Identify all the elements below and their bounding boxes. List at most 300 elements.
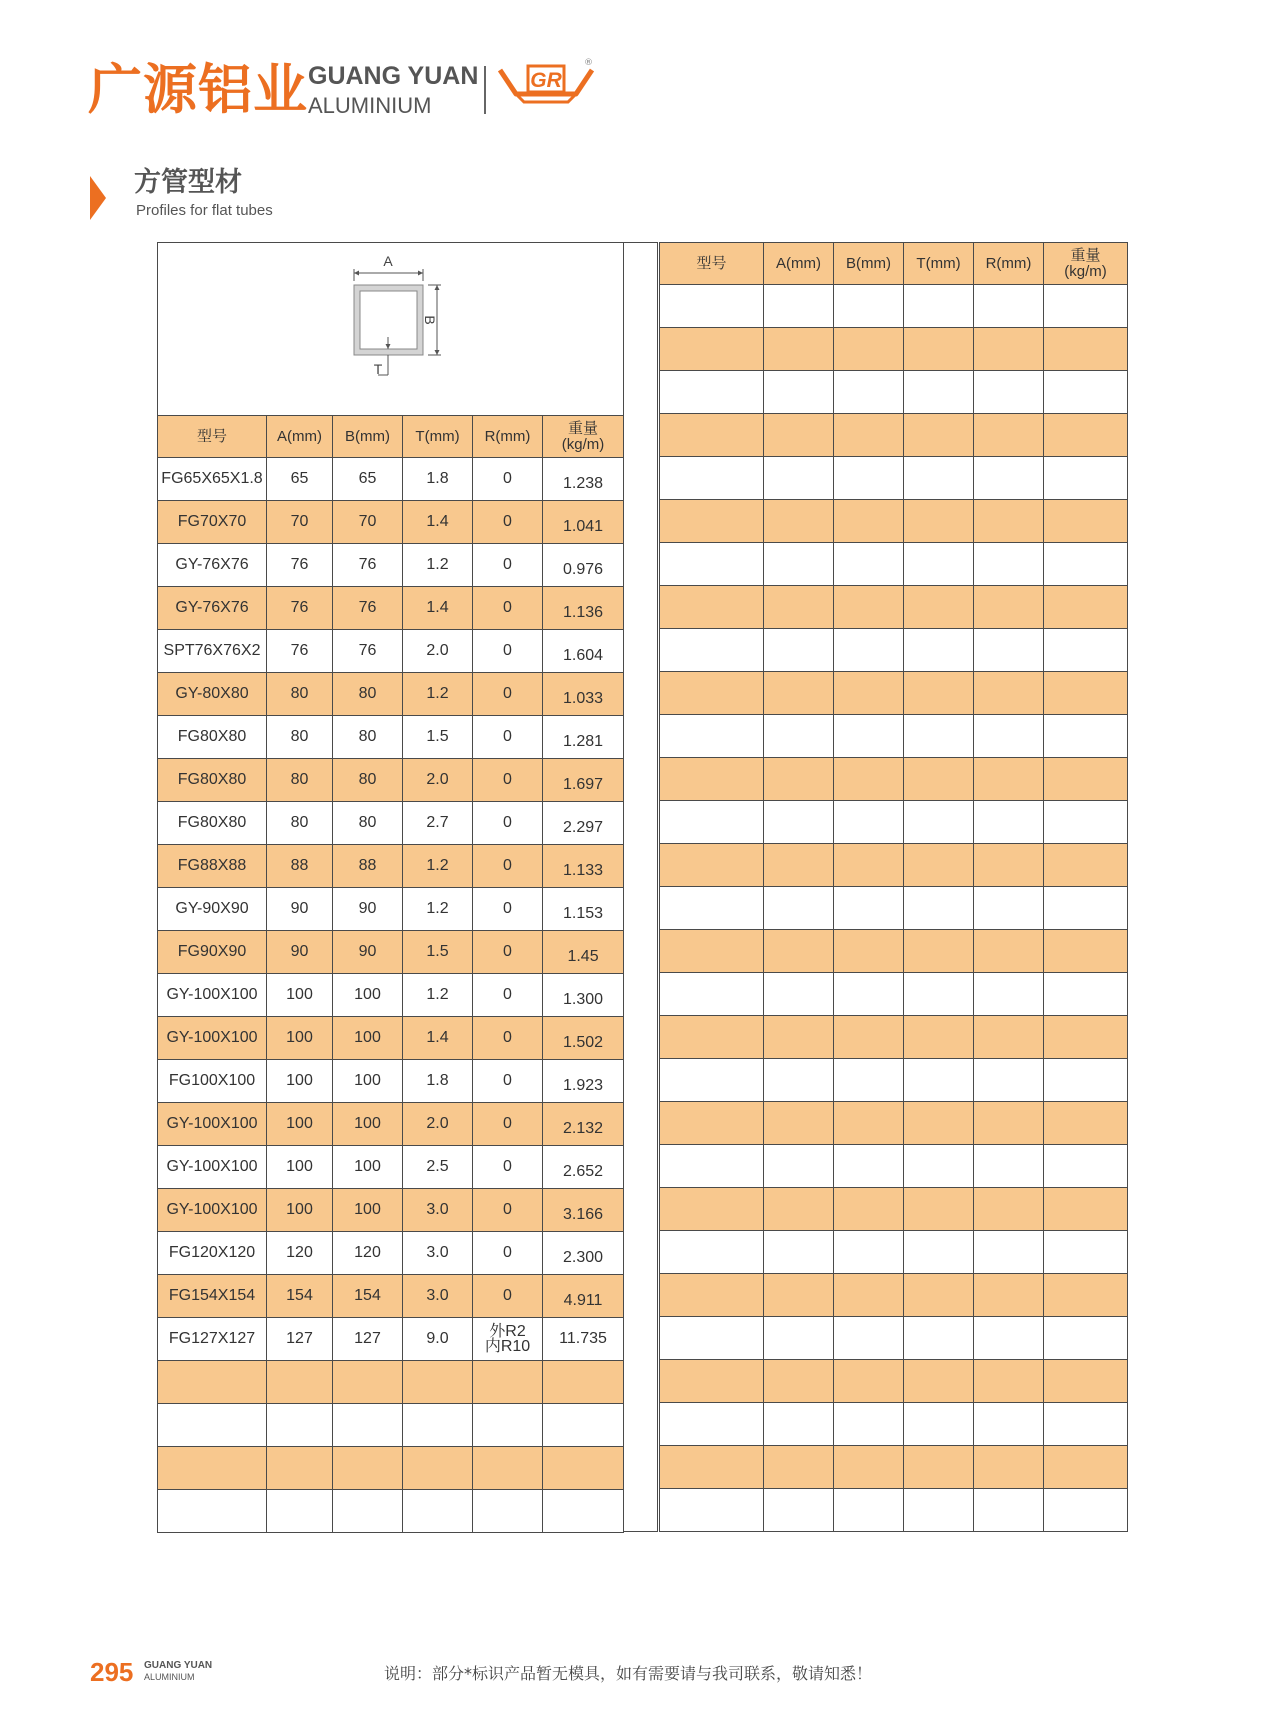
table-body [660, 285, 1128, 1532]
cell-t: 1.8 [403, 458, 473, 501]
empty-cell [660, 1188, 764, 1231]
empty-cell [834, 887, 904, 930]
square-tube-diagram [316, 255, 466, 405]
cell-model: FG154X154 [158, 1275, 267, 1318]
cell-r: 0 [473, 1060, 543, 1103]
empty-cell [974, 672, 1044, 715]
empty-cell [1044, 1016, 1128, 1059]
cell-weight-value: 1.502 [563, 1034, 604, 1051]
empty-cell [403, 1404, 473, 1447]
empty-cell [660, 586, 764, 629]
empty-cell [764, 285, 834, 328]
empty-table-row [660, 758, 1128, 801]
empty-cell [904, 1274, 974, 1317]
cell-model: FG127X127 [158, 1318, 267, 1361]
empty-cell [764, 414, 834, 457]
empty-cell [974, 586, 1044, 629]
cell-r: 0 [473, 544, 543, 587]
empty-table-row [158, 1447, 624, 1490]
cell-weight-value: 1.923 [563, 1077, 604, 1094]
table-row [158, 544, 624, 587]
empty-cell [764, 586, 834, 629]
table-row [158, 802, 624, 845]
cell-r: 0 [473, 1103, 543, 1146]
header-weight [543, 416, 624, 458]
empty-cell [764, 1188, 834, 1231]
empty-table-row [660, 457, 1128, 500]
cell-t: 1.2 [403, 673, 473, 716]
empty-cell [158, 1361, 267, 1404]
empty-cell [660, 1360, 764, 1403]
empty-cell [834, 930, 904, 973]
empty-cell [974, 887, 1044, 930]
cell-weight-value: 1.697 [563, 776, 604, 793]
empty-cell [1044, 543, 1128, 586]
empty-table-row [660, 629, 1128, 672]
empty-table-row [660, 1360, 1128, 1403]
cell-a: 76 [267, 587, 333, 630]
cell-weight [543, 630, 624, 673]
empty-cell [974, 328, 1044, 371]
empty-cell [904, 715, 974, 758]
empty-cell [904, 887, 974, 930]
cell-r: 0 [473, 1232, 543, 1275]
empty-cell [1044, 1489, 1128, 1532]
empty-table-row [158, 1404, 624, 1447]
empty-cell [904, 500, 974, 543]
empty-table-row [660, 1489, 1128, 1532]
cell-weight [543, 845, 624, 888]
empty-cell [403, 1490, 473, 1533]
cell-r: 0 [473, 1146, 543, 1189]
brand-name-en-line2: ALUMINIUM [308, 93, 432, 118]
empty-cell [1044, 973, 1128, 1016]
cell-model: GY-76X76 [158, 544, 267, 587]
empty-cell [974, 1489, 1044, 1532]
empty-table-row [660, 1016, 1128, 1059]
empty-cell [267, 1490, 333, 1533]
cell-weight-value: 1.281 [563, 733, 604, 750]
empty-table-row [660, 715, 1128, 758]
cell-t: 2.0 [403, 1103, 473, 1146]
header-b: B(mm) [333, 416, 403, 458]
empty-cell [333, 1404, 403, 1447]
empty-cell [974, 1231, 1044, 1274]
empty-cell [904, 328, 974, 371]
cell-r: 0 [473, 1275, 543, 1318]
empty-cell [834, 457, 904, 500]
empty-cell [660, 1317, 764, 1360]
empty-cell [834, 500, 904, 543]
cell-a: 90 [267, 888, 333, 931]
section-title-en: Profiles for flat tubes [136, 202, 273, 219]
empty-cell [974, 1016, 1044, 1059]
brand-name-en-line1: GUANG YUAN [308, 62, 479, 90]
cell-weight [543, 1103, 624, 1146]
empty-cell [1044, 285, 1128, 328]
empty-cell [764, 1231, 834, 1274]
empty-cell [764, 1059, 834, 1102]
cell-r: 0 [473, 931, 543, 974]
cell-b: 88 [333, 845, 403, 888]
cell-weight-value: 11.735 [559, 1330, 607, 1347]
cell-r-line2: 内R10 [484, 1338, 531, 1355]
table-row [158, 587, 624, 630]
empty-cell [974, 1059, 1044, 1102]
empty-cell [267, 1361, 333, 1404]
cell-t: 1.5 [403, 716, 473, 759]
section-marker-icon [90, 176, 106, 220]
cell-r: 0 [473, 888, 543, 931]
cell-model: GY-100X100 [158, 1103, 267, 1146]
empty-cell [764, 930, 834, 973]
table-row [158, 1017, 624, 1060]
cell-a: 100 [267, 1060, 333, 1103]
empty-cell [660, 1274, 764, 1317]
table-row [158, 1275, 624, 1318]
cell-r: 0 [473, 673, 543, 716]
table-row [158, 716, 624, 759]
cell-weight-value: 1.300 [563, 991, 604, 1008]
empty-cell [764, 758, 834, 801]
header-r: R(mm) [974, 243, 1044, 285]
cell-a: 76 [267, 544, 333, 587]
cell-model: FG90X90 [158, 931, 267, 974]
header-r: R(mm) [473, 416, 543, 458]
cell-a: 100 [267, 1017, 333, 1060]
empty-cell [764, 715, 834, 758]
empty-cell [904, 844, 974, 887]
empty-cell [660, 414, 764, 457]
cell-weight-value: 1.604 [563, 647, 604, 664]
cell-model: GY-90X90 [158, 888, 267, 931]
empty-cell [1044, 1317, 1128, 1360]
empty-cell [543, 1447, 624, 1490]
empty-cell [1044, 1231, 1128, 1274]
cell-weight [543, 931, 624, 974]
empty-cell [660, 973, 764, 1016]
empty-cell [974, 930, 1044, 973]
empty-cell [764, 1145, 834, 1188]
empty-table-row [660, 672, 1128, 715]
empty-cell [1044, 1360, 1128, 1403]
empty-cell [660, 887, 764, 930]
cell-weight-value: 1.033 [563, 690, 604, 707]
empty-cell [1044, 328, 1128, 371]
cell-b: 154 [333, 1275, 403, 1318]
empty-cell [1044, 887, 1128, 930]
empty-cell [834, 1446, 904, 1489]
cell-b: 100 [333, 1017, 403, 1060]
empty-table-row [660, 1317, 1128, 1360]
cell-b: 100 [333, 1146, 403, 1189]
cell-a: 80 [267, 802, 333, 845]
empty-cell [834, 1188, 904, 1231]
cell-t: 1.2 [403, 888, 473, 931]
empty-cell [660, 543, 764, 586]
empty-cell [1044, 758, 1128, 801]
empty-table-row [660, 1403, 1128, 1446]
empty-table-row [660, 500, 1128, 543]
empty-cell [660, 629, 764, 672]
cell-weight-value: 2.652 [563, 1163, 604, 1180]
empty-cell [834, 1059, 904, 1102]
brand-separator [484, 66, 486, 114]
header-weight-line1: 重量 [1070, 246, 1101, 264]
empty-cell [974, 457, 1044, 500]
cell-a: 88 [267, 845, 333, 888]
empty-cell [660, 1102, 764, 1145]
empty-cell [834, 758, 904, 801]
cell-weight-value: 1.136 [563, 604, 604, 621]
empty-table-row [660, 1145, 1128, 1188]
table-row [158, 501, 624, 544]
cell-model: GY-100X100 [158, 974, 267, 1017]
empty-cell [764, 801, 834, 844]
cell-model: GY-80X80 [158, 673, 267, 716]
cell-b: 100 [333, 1103, 403, 1146]
empty-table-row [660, 543, 1128, 586]
empty-cell [473, 1447, 543, 1490]
empty-cell [333, 1447, 403, 1490]
cell-t: 3.0 [403, 1275, 473, 1318]
footer-brand-line1: GUANG YUAN [144, 1660, 213, 1671]
cell-t: 3.0 [403, 1189, 473, 1232]
empty-table-row [660, 930, 1128, 973]
cell-a: 90 [267, 931, 333, 974]
empty-cell [660, 1403, 764, 1446]
profile-spec-table [157, 242, 624, 1533]
empty-cell [1044, 1102, 1128, 1145]
cell-b: 76 [333, 630, 403, 673]
cell-weight [543, 587, 624, 630]
page-number: 295 [90, 1657, 134, 1687]
empty-cell [834, 1489, 904, 1532]
empty-cell [764, 1446, 834, 1489]
empty-cell [764, 1102, 834, 1145]
table-row [158, 1060, 624, 1103]
dimension-t-label: T [373, 361, 382, 377]
empty-cell [904, 1231, 974, 1274]
empty-cell [764, 371, 834, 414]
empty-table-row [158, 1490, 624, 1533]
empty-cell [974, 500, 1044, 543]
empty-cell [764, 328, 834, 371]
empty-cell [904, 414, 974, 457]
empty-table-row [660, 586, 1128, 629]
empty-table-row [158, 1361, 624, 1404]
cell-weight-value: 0.976 [563, 561, 604, 578]
cell-r [473, 1318, 543, 1361]
empty-cell [660, 457, 764, 500]
cell-t: 2.0 [403, 630, 473, 673]
empty-cell [403, 1361, 473, 1404]
header-a: A(mm) [267, 416, 333, 458]
cell-b: 76 [333, 587, 403, 630]
cell-model: FG80X80 [158, 802, 267, 845]
cell-a: 80 [267, 759, 333, 802]
brand-name-cn: 广源铝业 [88, 58, 308, 121]
cell-b: 127 [333, 1318, 403, 1361]
empty-cell [543, 1490, 624, 1533]
empty-cell [834, 1403, 904, 1446]
section-title-cn: 方管型材 [134, 167, 242, 198]
cell-weight [543, 802, 624, 845]
empty-cell [660, 930, 764, 973]
cell-a: 80 [267, 716, 333, 759]
cell-a: 154 [267, 1275, 333, 1318]
empty-cell [764, 672, 834, 715]
cell-weight-value: 1.238 [563, 475, 604, 492]
registered-mark: ® [584, 58, 593, 68]
cell-model: FG80X80 [158, 716, 267, 759]
empty-cell [974, 1102, 1044, 1145]
cell-b: 90 [333, 931, 403, 974]
header-weight-line2: (kg/m) [1064, 262, 1107, 280]
cell-t: 1.4 [403, 1017, 473, 1060]
empty-cell [1044, 371, 1128, 414]
cell-t: 1.4 [403, 587, 473, 630]
table-row [158, 1103, 624, 1146]
empty-table-row [660, 1188, 1128, 1231]
empty-cell [1044, 801, 1128, 844]
cell-model: SPT76X76X2 [158, 630, 267, 673]
empty-cell [904, 1489, 974, 1532]
empty-cell [660, 1446, 764, 1489]
brand-logo-icon [496, 56, 596, 112]
empty-cell [834, 328, 904, 371]
cell-weight [543, 888, 624, 931]
empty-cell [1044, 715, 1128, 758]
empty-cell [1044, 1188, 1128, 1231]
cell-t: 3.0 [403, 1232, 473, 1275]
cell-a: 80 [267, 673, 333, 716]
header-t: T(mm) [904, 243, 974, 285]
empty-table-row [660, 844, 1128, 887]
empty-cell [834, 285, 904, 328]
cell-weight-value: 2.300 [563, 1249, 604, 1266]
empty-cell [764, 887, 834, 930]
empty-cell [834, 715, 904, 758]
empty-cell [764, 844, 834, 887]
empty-cell [904, 586, 974, 629]
table-row [158, 974, 624, 1017]
profile-diagram-cell [158, 243, 624, 416]
cell-weight-value: 2.132 [563, 1120, 604, 1137]
dimension-a-label: A [382, 255, 393, 269]
cell-t: 1.5 [403, 931, 473, 974]
empty-cell [764, 457, 834, 500]
empty-cell [764, 1016, 834, 1059]
table-row [158, 1189, 624, 1232]
cell-r: 0 [473, 501, 543, 544]
empty-cell [473, 1404, 543, 1447]
empty-cell [904, 629, 974, 672]
empty-table-row [660, 1102, 1128, 1145]
empty-cell [1044, 500, 1128, 543]
cell-t: 1.2 [403, 544, 473, 587]
empty-cell [974, 629, 1044, 672]
empty-cell [834, 1102, 904, 1145]
cell-r: 0 [473, 458, 543, 501]
empty-cell [764, 973, 834, 1016]
empty-cell [660, 801, 764, 844]
empty-cell [974, 543, 1044, 586]
header-t: T(mm) [403, 416, 473, 458]
empty-cell [974, 414, 1044, 457]
cell-weight [543, 974, 624, 1017]
empty-cell [834, 629, 904, 672]
empty-cell [1044, 1059, 1128, 1102]
empty-cell [834, 672, 904, 715]
table-row [158, 1318, 624, 1361]
empty-cell [904, 672, 974, 715]
cell-a: 100 [267, 1146, 333, 1189]
table-row [158, 1146, 624, 1189]
empty-cell [660, 758, 764, 801]
empty-table-row [660, 285, 1128, 328]
header-b: B(mm) [834, 243, 904, 285]
empty-table-row [660, 328, 1128, 371]
empty-cell [158, 1447, 267, 1490]
empty-cell [904, 930, 974, 973]
header-model: 型号 [660, 243, 764, 285]
footer-brand-line2: ALUMINIUM [144, 1672, 195, 1682]
empty-cell [764, 1403, 834, 1446]
header-a: A(mm) [764, 243, 834, 285]
cell-weight-value: 2.297 [563, 819, 604, 836]
empty-cell [660, 1145, 764, 1188]
empty-cell [904, 1102, 974, 1145]
cell-t: 2.7 [403, 802, 473, 845]
cell-a: 100 [267, 1189, 333, 1232]
empty-cell [904, 758, 974, 801]
empty-cell [1044, 672, 1128, 715]
empty-table-row [660, 973, 1128, 1016]
empty-cell [974, 1317, 1044, 1360]
table-divider-column [623, 242, 658, 1532]
empty-cell [974, 1446, 1044, 1489]
empty-cell [660, 844, 764, 887]
empty-cell [974, 1403, 1044, 1446]
empty-table-row [660, 1231, 1128, 1274]
empty-cell [834, 1231, 904, 1274]
empty-cell [834, 414, 904, 457]
empty-cell [1044, 1274, 1128, 1317]
empty-cell [834, 1360, 904, 1403]
cell-weight-value: 4.911 [563, 1292, 603, 1309]
empty-cell [660, 715, 764, 758]
cell-weight [543, 759, 624, 802]
cell-weight-value: 1.45 [567, 948, 599, 965]
empty-table-row [660, 414, 1128, 457]
table-row [158, 1232, 624, 1275]
empty-cell [473, 1490, 543, 1533]
cell-b: 80 [333, 673, 403, 716]
empty-cell [473, 1361, 543, 1404]
empty-cell [1044, 414, 1128, 457]
cell-r: 0 [473, 587, 543, 630]
empty-cell [974, 1274, 1044, 1317]
logo-text: GR [530, 69, 562, 92]
empty-cell [904, 1016, 974, 1059]
empty-cell [834, 844, 904, 887]
cell-weight [543, 716, 624, 759]
cell-r: 0 [473, 1017, 543, 1060]
cell-t: 9.0 [403, 1318, 473, 1361]
empty-cell [333, 1490, 403, 1533]
empty-cell [974, 1145, 1044, 1188]
